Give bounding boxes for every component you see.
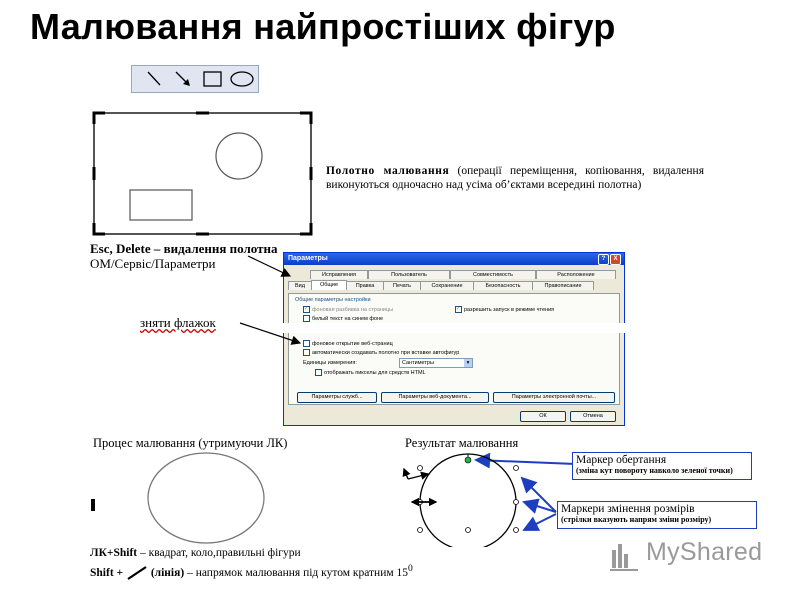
canvas-note-bold: Полотно малювання [326,165,450,177]
result-circle [420,454,516,547]
esc-arrow [248,256,290,276]
logo-main: MyShare [646,538,749,566]
rotation-handle[interactable] [465,457,471,463]
process-illustration [88,452,278,548]
flag-arrow [240,323,300,343]
process-label: Процес малювання (утримуючи ЛК) [93,436,288,450]
result-label: Результат малювання [405,436,519,450]
logo-text [646,538,762,567]
page-title: Малювання найпростіших фігур [30,6,616,47]
email-options-button[interactable]: Параметры электронной почты... [493,392,615,403]
resize-markers-subtitle: (стрілки вказують напрям зміни розміру) [561,515,712,524]
tab-general[interactable]: Общие [311,280,347,290]
flag-note: зняти флажок [140,315,216,330]
general-group-title: Общие параметры настройки [295,297,371,303]
option-background-web-open[interactable]: фоновое открытие веб-страниц [303,340,393,347]
logo-suffix: d [748,538,763,566]
line-icon [126,566,148,580]
shift-shapes-note: ЛК+Shift – квадрат, коло,правильні фігури [90,547,301,559]
tab-spelling[interactable]: Правописание [532,281,594,290]
option-reading-mode[interactable]: ✓ разрешить запуск в режиме чтения [455,306,554,313]
close-button[interactable]: X [610,254,621,265]
tab-revisions[interactable]: Исправления [310,270,368,279]
rotation-marker-subtitle: (зміна кут повороту навколо зеленої точки) [576,466,733,475]
dialog-title: Параметры [288,255,328,262]
resize-handles[interactable] [418,466,519,533]
canvas-note-text: (операції переміщення, копіювання, видалення виконуються одночасно над усіма об’єктами всередині полотна) [326,165,704,191]
cursor-mark [91,499,95,511]
ok-button[interactable]: ОК [520,411,566,422]
esc-note-line1: Esc, Delete – видалення полотна [90,241,278,256]
option-white-on-blue[interactable]: белый текст на синем фоне [303,315,383,322]
service-options-button[interactable]: Параметры служб... [297,392,377,403]
tab-user[interactable]: Пользователь [368,270,450,279]
cancel-button[interactable]: Отмена [570,411,616,422]
tab-print[interactable]: Печать [383,281,421,290]
tab-save[interactable]: Сохранение [420,281,474,290]
tab-view[interactable]: Вид [288,281,312,290]
shift-line-note: Shift + (лінія) – напрямок малювання під кутом кратним $15^0$ [90,563,413,579]
tab-compatibility[interactable]: Совместимость [450,270,536,279]
option-background-pagination[interactable]: ✓фоновая разбивка на страницы [303,306,393,313]
units-select[interactable]: Сантиметры ▾ [399,358,473,368]
result-illustration [398,452,538,547]
option-auto-create-canvas[interactable]: автоматически создавать полотно при вставке автофигур [303,349,459,356]
web-options-button[interactable]: Параметры веб-документа... [381,392,489,403]
tab-layout[interactable]: Расположение [536,270,616,279]
esc-note-line2: ОМ/Сервіс/Параметри [90,256,216,271]
help-button[interactable]: ? [598,254,609,265]
tab-edit[interactable]: Правка [346,281,384,290]
rotation-marker-callout [572,452,752,480]
option-pixels-html[interactable]: отображать пикселы для средств HTML [315,369,426,376]
rotation-marker-title: Маркер обертання [576,454,667,466]
units-label: Единицы измерения: [303,360,357,366]
process-circle [148,453,264,543]
chevron-down-icon: ▾ [464,359,472,367]
resize-markers-title: Маркери змінення розмірів [561,503,695,515]
tab-security[interactable]: Безопасность [473,281,533,290]
resize-markers-callout [557,501,757,529]
